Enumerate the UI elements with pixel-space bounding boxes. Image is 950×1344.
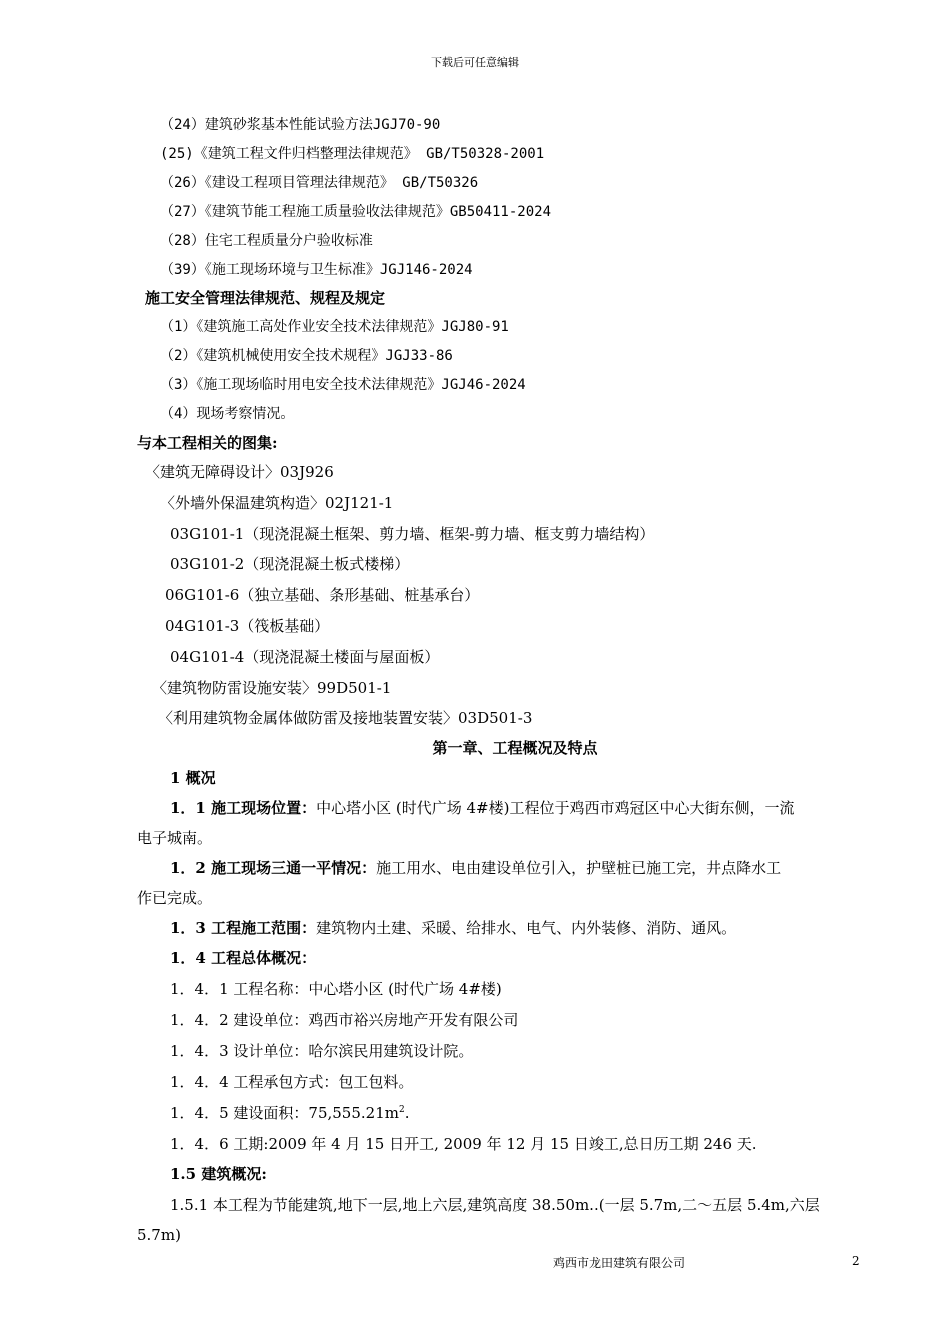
section-1-4-heading: 1．4 工程总体概况： (170, 949, 317, 967)
section-1-4-2: 1．4．2 建设单位：鸡西市裕兴房地产开发有限公司 (170, 1011, 519, 1029)
section-1-2 (170, 858, 781, 878)
atlas-heading: 与本工程相关的图集: (137, 434, 278, 452)
standard-item-28: （28）住宅工程质量分户验收标准 (160, 233, 373, 249)
section-1-4-4: 1．4．4 工程承包方式：包工包料。 (170, 1073, 414, 1091)
standard-item-27: （27）《建筑节能工程施工质量验收法律规范》GB50411-2024 (160, 204, 552, 220)
section-1-4-6: 1．4．6 工期:2009 年 4 月 15 日开工, 2009 年 12 月 15 日竣工,总日历工期 246 天. (170, 1135, 757, 1153)
section-label: 1．1 施工现场位置： (170, 799, 317, 817)
atlas-item: 〈外墙外保温建筑构造〉02J121-1 (160, 494, 394, 512)
section-label: 1．3 工程施工范围： (170, 919, 317, 937)
section-label: 1．2 施工现场三通一平情况： (170, 859, 377, 877)
area-text: 1．4．5 建设面积：75,555.21m (170, 1104, 399, 1122)
section-1-1-cont: 电子城南。 (137, 829, 213, 847)
area-tail: . (404, 1104, 410, 1122)
section-1-4-3: 1．4．3 设计单位：哈尔滨民用建筑设计院。 (170, 1042, 474, 1060)
page-header: 下载后可任意编辑 (431, 56, 519, 69)
section-1-5-heading: 1.5 建筑概况: (170, 1165, 267, 1183)
atlas-item: 06G101-6（独立基础、条形基础、桩基承台） (165, 586, 480, 604)
area-sup: 2 (398, 1105, 405, 1115)
standard-item-39: （39）《施工现场环境与卫生标准》JGJ146-2024 (160, 262, 473, 278)
safety-item-4: （4）现场考察情况。 (160, 406, 295, 422)
safety-item-2: （2）《建筑机械使用安全技术规程》JGJ33-86 (160, 348, 453, 364)
section-1-4-1: 1．4．1 工程名称：中心塔小区 (时代广场 4#楼) (170, 980, 502, 998)
section-1-5-1: 1.5.1 本工程为节能建筑,地下一层,地上六层,建筑高度 38.50m..(一层 5.7m,二～五层 5.4m,六层 (170, 1196, 820, 1214)
safety-item-3: （3）《施工现场临时用电安全技术法律规范》JGJ46-2024 (160, 377, 526, 393)
safety-item-1: （1）《建筑施工高处作业安全技术法律规范》JGJ80-91 (160, 319, 509, 335)
section-1-3 (170, 918, 736, 938)
page-number: 2 (852, 1254, 860, 1268)
atlas-item: 03G101-1（现浇混凝土框架、剪力墙、框架-剪力墙、框支剪力墙结构） (170, 525, 655, 543)
atlas-item: 04G101-4（现浇混凝土楼面与屋面板） (170, 648, 440, 666)
footer-company: 鸡西市龙田建筑有限公司 (553, 1256, 686, 1270)
section-text: 施工用水、电由建设单位引入，护壁桩已施工完，井点降水工 (376, 859, 782, 877)
atlas-item: 04G101-3（筏板基础） (165, 617, 330, 635)
atlas-item: 〈建筑无障碍设计〉03J926 (145, 463, 334, 481)
overview-heading: 1 概况 (170, 769, 216, 787)
standard-item-24: （24）建筑砂浆基本性能试验方法JGJ70-90 (160, 117, 441, 133)
section-1-1 (170, 798, 794, 818)
safety-heading: 施工安全管理法律规范、规程及规定 (145, 289, 386, 307)
standard-item-26: （26）《建设工程项目管理法律规范》 GB/T50326 (160, 175, 479, 191)
section-1-5-1-cont: 5.7m) (137, 1226, 181, 1244)
atlas-item: 〈利用建筑物金属体做防雷及接地装置安装〉03D501-3 (158, 709, 533, 727)
section-text: 建筑物内土建、采暖、给排水、电气、内外装修、消防、通风。 (316, 919, 737, 937)
section-1-4-5 (170, 1103, 409, 1123)
standard-item-25: (25)《建筑工程文件归档整理法律规范》 GB/T50328-2001 (160, 146, 545, 162)
section-text: 中心塔小区 (时代广场 4#楼)工程位于鸡西市鸡冠区中心大街东侧，一流 (316, 799, 795, 817)
section-1-2-cont: 作已完成。 (137, 889, 213, 907)
atlas-item: 〈建筑物防雷设施安装〉99D501-1 (152, 679, 392, 697)
chapter-title: 第一章、工程概况及特点 (432, 739, 598, 757)
atlas-item: 03G101-2（现浇混凝土板式楼梯） (170, 555, 410, 573)
